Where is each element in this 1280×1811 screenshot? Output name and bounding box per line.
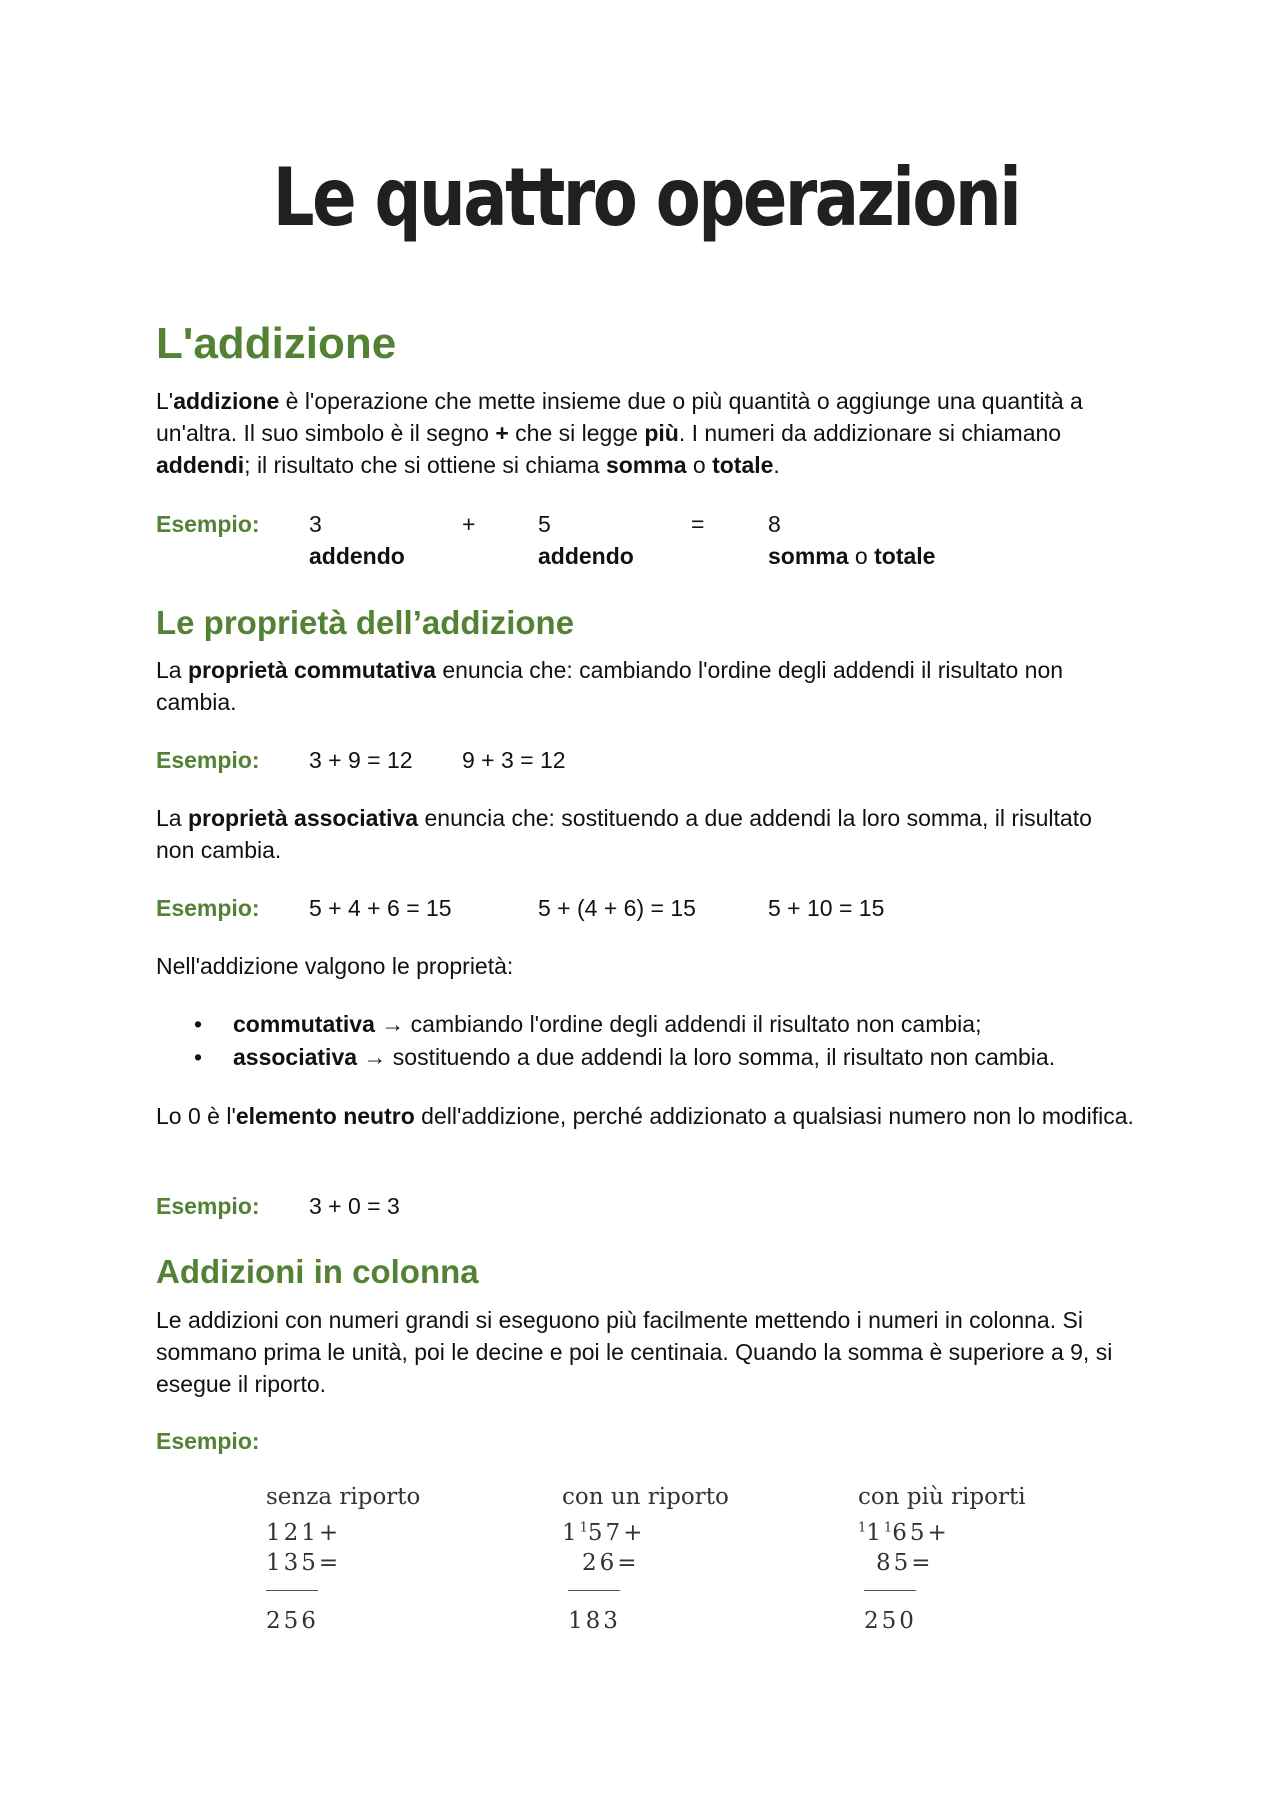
associativa-paragraph <box>156 802 1136 866</box>
name-or: o <box>848 543 875 569</box>
column-sum-title: senza riporto <box>266 1484 421 1510</box>
name-somma: somma <box>768 543 849 569</box>
section-heading-colonna: Addizioni in colonna <box>156 1253 479 1290</box>
example-equals: = <box>691 511 705 537</box>
example-label: Esempio: <box>156 747 260 773</box>
list-item <box>156 1008 1136 1041</box>
intro-text-1: L' <box>156 388 174 414</box>
column-sum-result: 250 <box>864 1608 917 1634</box>
comm-bold: proprietà commutativa <box>187 657 436 683</box>
bullet-icon: • <box>194 1011 203 1037</box>
intro-text-7: . <box>773 452 780 478</box>
colonna-example-row <box>156 1425 1136 1457</box>
intro-text-6: o <box>686 452 713 478</box>
example-expr-1: 5 + 4 + 6 = 15 <box>309 895 452 921</box>
list-item-desc: → cambiando l'ordine degli addendi il risultato non cambia; <box>374 1011 982 1037</box>
column-sum-rule <box>864 1590 916 1591</box>
assoc-bold: proprietà associativa <box>187 805 419 831</box>
properties-list <box>156 1008 1136 1074</box>
addizione-example-row <box>156 508 1136 540</box>
example-result: 8 <box>768 511 781 537</box>
column-sum-line-2: 135= <box>266 1550 342 1576</box>
section-heading-proprieta: Le proprietà dell’addizione <box>156 604 575 641</box>
name-totale: totale <box>874 543 936 569</box>
intro-bold-6: totale <box>712 452 774 478</box>
column-sum-line-1 <box>562 1520 645 1546</box>
example-label: Esempio: <box>156 1428 260 1454</box>
commutativa-paragraph <box>156 654 1136 718</box>
assoc-text-2: enuncia che: sostituendo a due addendi la loro somma, il risultato non cambia. <box>156 805 1092 863</box>
neutro-bold: elemento neutro <box>235 1103 415 1129</box>
list-item <box>156 1041 1136 1074</box>
column-sum-line-1 <box>858 1520 950 1546</box>
associativa-example-row <box>156 892 1136 924</box>
name-addendo-a: addendo <box>309 543 405 569</box>
name-somma-totale <box>768 540 935 572</box>
column-sum-line-1: 121+ <box>266 1520 342 1546</box>
digit: 1 <box>562 1520 580 1546</box>
column-sum-rule <box>266 1590 318 1591</box>
column-sum-result: 183 <box>568 1608 621 1634</box>
example-operand-a: 3 <box>309 511 322 537</box>
example-expr-2: 5 + (4 + 6) = 15 <box>538 895 696 921</box>
comm-text-1: La <box>156 657 188 683</box>
list-item-term: commutativa <box>233 1011 375 1037</box>
intro-text-5: ; il risultato che si ottiene si chiama <box>244 452 606 478</box>
example-label: Esempio: <box>156 895 260 921</box>
column-sum-title: con più riporti <box>858 1484 1026 1510</box>
intro-text-4: . I numeri da addizionare si chiamano <box>678 420 1062 446</box>
column-sum-line-2: 26= <box>582 1550 640 1576</box>
addizione-example-names <box>156 540 1136 572</box>
example-label: Esempio: <box>156 1193 260 1219</box>
assoc-text-1: La <box>156 805 188 831</box>
page-title: Le quattro operazioni <box>272 151 1020 244</box>
addizione-intro <box>156 385 1136 481</box>
example-expr-1: 3 + 9 = 12 <box>309 747 413 773</box>
colonna-paragraph: Le addizioni con numeri grandi si eseguono più facilmente mettendo i numeri in colonna. Si sommano prima le unità, poi le decine e poi le centinaia. Quando la somma è superiore a 9, si esegue il riporto. <box>156 1307 1113 1397</box>
column-sum-line-2: 85= <box>876 1550 934 1576</box>
neutro-example-row <box>156 1190 1136 1222</box>
section-heading-addizione: L'addizione <box>156 319 397 368</box>
comm-text-2: enuncia che: cambiando l'ordine degli addendi il risultato non cambia. <box>156 657 1064 715</box>
digits: 65+ <box>892 1520 950 1546</box>
digit: 1 <box>866 1520 884 1546</box>
neutro-paragraph <box>156 1100 1136 1132</box>
digits: 57+ <box>587 1520 646 1546</box>
example-expr-3: 5 + 10 = 15 <box>768 895 885 921</box>
intro-bold-4: addendi <box>156 452 245 478</box>
neutro-text-1: Lo 0 è l' <box>156 1103 236 1129</box>
column-sum-result: 256 <box>266 1608 319 1634</box>
valgono-paragraph: Nell'addizione valgono le proprietà: <box>156 953 514 979</box>
list-item-desc: → sostituendo a due addendi la loro somma, il risultato non cambia. <box>357 1044 1056 1070</box>
intro-text-3: che si legge <box>508 420 645 446</box>
neutro-text-2: dell'addizione, perché addizionato a qualsiasi numero non lo modifica. <box>414 1103 1134 1129</box>
intro-bold-5: somma <box>605 452 687 478</box>
intro-bold-2: + <box>495 420 509 446</box>
example-operand-b: 5 <box>538 511 551 537</box>
column-sum-rule <box>568 1590 620 1591</box>
carry-mark: 1 <box>883 1520 893 1536</box>
column-sum-piu-riporti <box>858 1484 1058 1634</box>
list-item-term: associativa <box>233 1044 358 1070</box>
carry-mark: 1 <box>858 1520 867 1536</box>
intro-text-2: è l'operazione che mette insieme due o più quantità o aggiunge una quantità a un'altra. Il suo simbolo è il segno <box>156 388 1083 446</box>
document-page <box>156 0 1136 1811</box>
bullet-icon: • <box>194 1044 203 1070</box>
commutativa-example-row <box>156 744 1136 776</box>
carry-mark: 1 <box>579 1520 588 1536</box>
intro-bold-1: addizione <box>173 388 280 414</box>
example-label: Esempio: <box>156 511 260 537</box>
example-expr-1: 3 + 0 = 3 <box>309 1193 400 1219</box>
name-addendo-b: addendo <box>538 543 634 569</box>
example-expr-2: 9 + 3 = 12 <box>462 747 566 773</box>
column-sum-senza-riporto <box>266 1484 466 1634</box>
intro-bold-3: più <box>644 420 679 446</box>
example-plus: + <box>462 511 476 537</box>
column-sum-un-riporto <box>562 1484 762 1634</box>
column-sum-title: con un riporto <box>562 1484 729 1510</box>
